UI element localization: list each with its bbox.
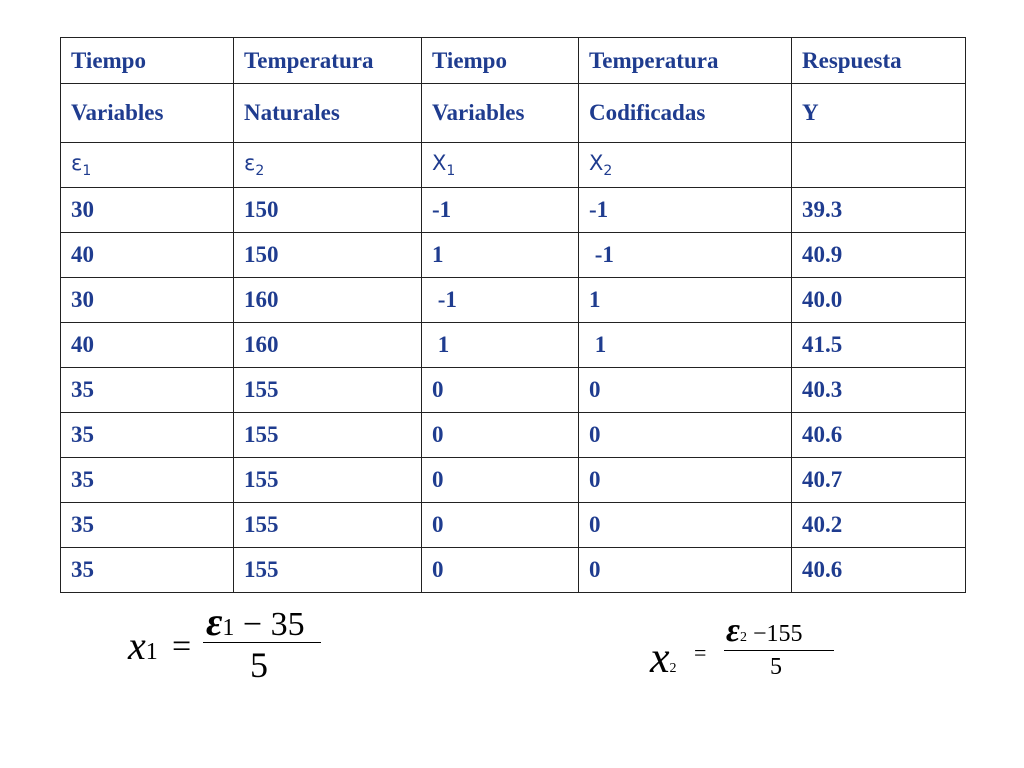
table-row [61, 278, 966, 323]
header-row-1 [61, 38, 966, 84]
data-table [60, 37, 966, 593]
formula-x1-eps-sub: 1 [222, 615, 235, 641]
table-cell: 40.2 [792, 503, 966, 548]
header-cell: Y [792, 84, 966, 143]
table-cell: 155 [234, 413, 422, 458]
formula-x2-minus-const: −155 [752, 621, 803, 647]
formula-x1-sub: 1 [145, 639, 158, 665]
formula-x1-epsilon: ε [206, 599, 223, 644]
table-cell: 35 [61, 368, 234, 413]
table-cell: 35 [61, 458, 234, 503]
formula-x1-denominator: 5 [250, 645, 268, 685]
symbol-base: X [432, 150, 447, 175]
formula-x1-var: x [128, 623, 146, 668]
header-cell: Temperatura [234, 38, 422, 84]
symbol-cell [579, 143, 792, 188]
header-cell: Variables [61, 84, 234, 143]
formula-x2-numerator [726, 612, 803, 650]
table-cell: 150 [234, 233, 422, 278]
table-cell: 40.0 [792, 278, 966, 323]
formula-x1-numerator [206, 598, 305, 645]
table-cell: 39.3 [792, 188, 966, 233]
table-cell: 35 [61, 503, 234, 548]
formula-x2-denominator: 5 [770, 654, 782, 680]
table-cell: 35 [61, 548, 234, 593]
table-row [61, 548, 966, 593]
table-cell: 0 [579, 458, 792, 503]
header-cell: Tiempo [61, 38, 234, 84]
table-cell: 155 [234, 548, 422, 593]
table-cell: 0 [422, 548, 579, 593]
symbol-base: X [589, 150, 604, 175]
table-cell: 30 [61, 278, 234, 323]
table-cell: 1 [422, 233, 579, 278]
table-cell: 150 [234, 188, 422, 233]
symbol-sub: 2 [255, 163, 265, 180]
formula-x1-lhs [128, 622, 158, 669]
symbol-sub: 1 [446, 163, 456, 180]
table-row [61, 503, 966, 548]
header-cell: Temperatura [579, 38, 792, 84]
table-cell: 155 [234, 503, 422, 548]
formula-x2-epsilon: ε [726, 612, 740, 649]
table-cell: 160 [234, 278, 422, 323]
table-cell: 35 [61, 413, 234, 458]
symbol-cell [792, 143, 966, 188]
formula-x1-fraction-bar [203, 642, 321, 643]
table-cell: 40.6 [792, 548, 966, 593]
table-cell: -1 [579, 188, 792, 233]
symbol-base: ε [71, 150, 83, 175]
table-cell: 1 [579, 323, 792, 368]
formula-x1-minus-const: − 35 [242, 606, 305, 643]
table-cell: 0 [422, 458, 579, 503]
formula-x2-fraction-bar [724, 650, 834, 651]
symbol-cell [234, 143, 422, 188]
header-cell: Naturales [234, 84, 422, 143]
table-row [61, 458, 966, 503]
table-cell: 0 [422, 413, 579, 458]
formula-x2-sub: 2 [669, 661, 677, 676]
table-cell: 155 [234, 458, 422, 503]
table-cell: 40.7 [792, 458, 966, 503]
table-cell: 155 [234, 368, 422, 413]
table-cell: 0 [422, 368, 579, 413]
header-cell: Tiempo [422, 38, 579, 84]
symbol-sub: 1 [82, 163, 92, 180]
symbol-cell [422, 143, 579, 188]
formula-x1-equals: = [172, 628, 192, 665]
header-cell: Respuesta [792, 38, 966, 84]
header-cell: Variables [422, 84, 579, 143]
formula-x2-equals: = [694, 640, 707, 665]
table-cell: 40 [61, 323, 234, 368]
table-row [61, 368, 966, 413]
symbol-cell [61, 143, 234, 188]
table-row [61, 188, 966, 233]
table-cell: 0 [579, 548, 792, 593]
symbol-sub: 2 [603, 163, 613, 180]
table-cell: 0 [579, 368, 792, 413]
table-cell: 1 [579, 278, 792, 323]
table-row [61, 233, 966, 278]
table-cell: -1 [422, 278, 579, 323]
table-cell: 0 [579, 413, 792, 458]
symbol-row [61, 143, 966, 188]
formula-x2-var: x [650, 633, 670, 682]
table-cell: 1 [422, 323, 579, 368]
table-cell: 30 [61, 188, 234, 233]
table-cell: 0 [579, 503, 792, 548]
header-cell: Codificadas [579, 84, 792, 143]
table-cell: 160 [234, 323, 422, 368]
table-row [61, 413, 966, 458]
table-cell: 40 [61, 233, 234, 278]
symbol-base: ε [244, 150, 256, 175]
table-cell: 0 [422, 503, 579, 548]
table-row [61, 323, 966, 368]
header-row-2 [61, 84, 966, 143]
formula-x2-eps-sub: 2 [739, 630, 747, 645]
table-cell: -1 [579, 233, 792, 278]
table-cell: 41.5 [792, 323, 966, 368]
table-cell: 40.9 [792, 233, 966, 278]
table-cell: 40.3 [792, 368, 966, 413]
table-cell: -1 [422, 188, 579, 233]
formula-x2-lhs [650, 632, 677, 683]
table-cell: 40.6 [792, 413, 966, 458]
